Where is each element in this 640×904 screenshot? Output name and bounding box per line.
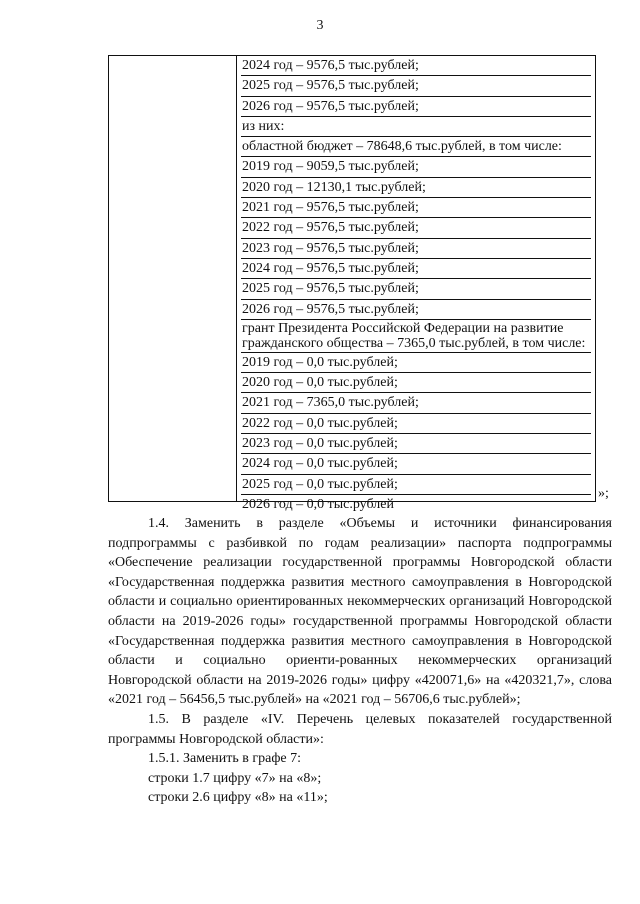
table-line: грант Президента Российской Федерации на развитие гражданского общества – 7365,0 тыс.рублей, в том числе:	[241, 320, 591, 353]
financing-table	[108, 55, 596, 512]
paragraph-1-5: 1.5. В разделе «IV. Перечень целевых показателей государственной программы Новгородской области»:	[108, 711, 612, 747]
table-line: 2025 год – 9576,5 тыс.рублей;	[241, 279, 591, 299]
table-line: областной бюджет – 78648,6 тыс.рублей, в том числе:	[241, 137, 591, 157]
table-line: из них:	[241, 117, 591, 137]
table-line: 2019 год – 0,0 тыс.рублей;	[241, 353, 591, 373]
table-line: 2020 год – 0,0 тыс.рублей;	[241, 373, 591, 393]
table-line: 2026 год – 9576,5 тыс.рублей;	[241, 97, 591, 117]
table-line: 2026 год – 0,0 тыс.рублей	[242, 496, 394, 512]
table-line: 2022 год – 9576,5 тыс.рублей;	[241, 218, 591, 238]
table-left-column	[109, 56, 237, 501]
table-line: 2025 год – 9576,5 тыс.рублей;	[241, 76, 591, 96]
table-line: 2024 год – 9576,5 тыс.рублей;	[241, 259, 591, 279]
table-line: 2024 год – 9576,5 тыс.рублей;	[241, 56, 591, 76]
line-row-1-7: строки 1.7 цифру «7» на «8»;	[148, 770, 322, 786]
paragraph-1-5-1: 1.5.1. Заменить в графе 7:	[148, 751, 302, 767]
closing-quote-mark: »;	[598, 486, 609, 501]
table-line: 2025 год – 0,0 тыс.рублей;	[241, 475, 591, 495]
table-line: 2021 год – 9576,5 тыс.рублей;	[241, 198, 591, 218]
table-right-column	[237, 56, 595, 512]
table-line: 2023 год – 0,0 тыс.рублей;	[241, 434, 591, 454]
table-line: 2019 год – 9059,5 тыс.рублей;	[241, 157, 591, 177]
table-line: 2024 год – 0,0 тыс.рублей;	[241, 454, 591, 474]
document-body	[108, 514, 612, 808]
table-line: 2026 год – 9576,5 тыс.рублей;	[241, 300, 591, 320]
line-row-2-6: строки 2.6 цифру «8» на «11»;	[148, 790, 328, 806]
table-line: 2022 год – 0,0 тыс.рублей;	[241, 414, 591, 434]
table-line: 2020 год – 12130,1 тыс.рублей;	[241, 178, 591, 198]
paragraph-1-4: 1.4. Заменить в разделе «Объемы и источники финансирования подпрограммы с разбивкой по годам реализации» паспорта подпрограммы «Обеспечение реализации государственной программы Новгородской области «Государственная поддержка развития местного самоуправления в Новгородской области и социально ориентированных некоммерческих организаций Новгородской области на 2019-2026 годы» государственной программы Новгородской области «Государственная поддержка развития местного самоуправления в Новгородской области и социально ориенти-рованных некоммерческих организаций Новгородской области на 2019-2026 годы» цифру «420071,6» на «420321,7», слова «2021 год – 56456,5 тыс.рублей» на «2021 год – 56706,6 тыс.рублей»;	[108, 516, 612, 708]
table-line: 2021 год – 7365,0 тыс.рублей;	[241, 393, 591, 413]
page-number: 3	[316, 18, 324, 33]
table-line: 2023 год – 9576,5 тыс.рублей;	[241, 239, 591, 259]
